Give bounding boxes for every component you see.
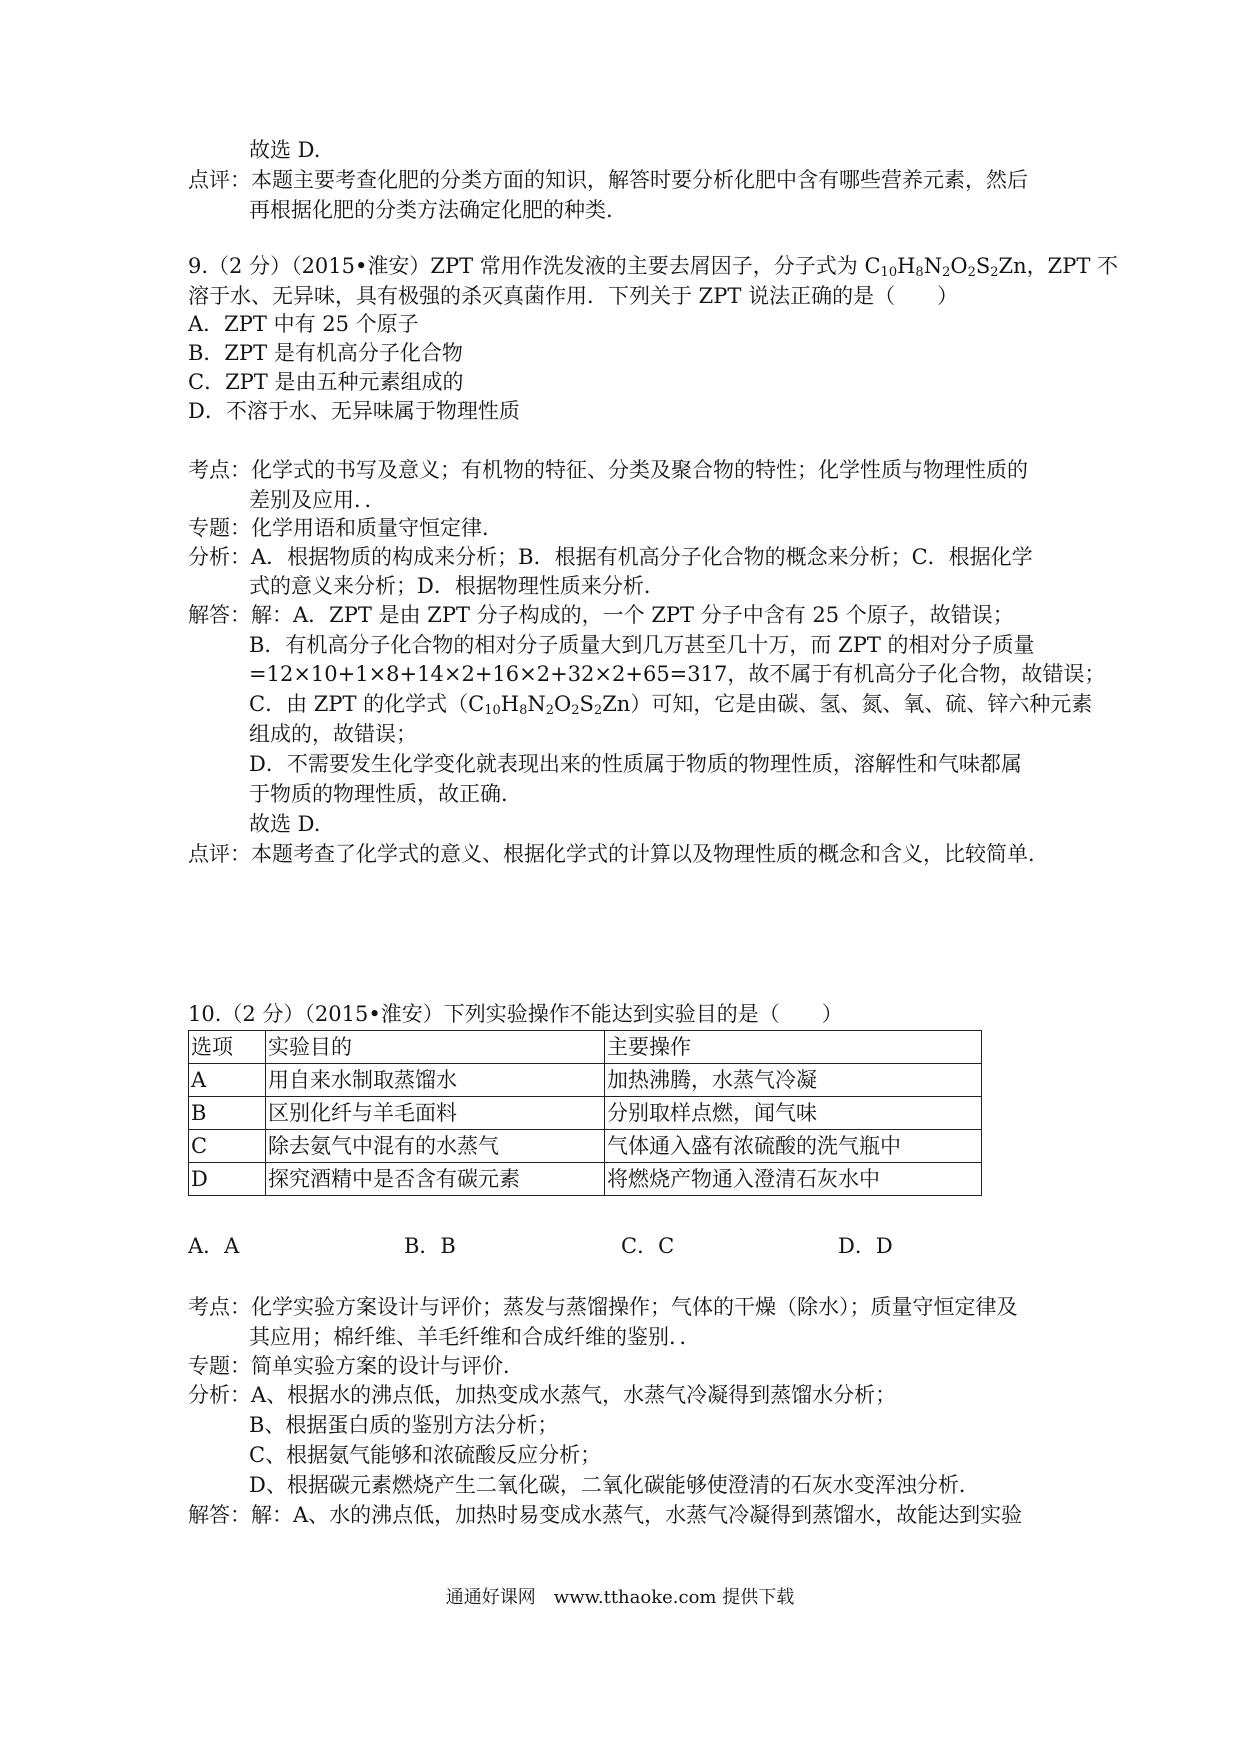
q9-dianping — [188, 840, 1049, 868]
q9-dianping-text: 本题考查了化学式的意义、根据化学式的计算以及物理性质的概念和含义，比较简单． — [251, 842, 1049, 866]
table-cell: 区别化纤与羊毛面料 — [266, 1097, 605, 1130]
q9-jieda-4a: C．由 ZPT 的化学式（C — [249, 692, 485, 716]
formula-sub-2a: 2 — [942, 265, 951, 280]
experiment-table — [188, 1030, 982, 1196]
formula-s: S — [975, 254, 991, 278]
formula-n: N — [923, 254, 943, 278]
q9-jieda-4b: Zn）可知，它是由碳、氢、氮、氧、硫、锌六种元素 — [602, 692, 1093, 716]
table-cell: 探究酒精中是否含有碳元素 — [266, 1163, 605, 1196]
q10-zhuanti-label: 专题： — [188, 1354, 251, 1378]
q9-zhuanti-text: 化学用语和质量守恒定律． — [251, 516, 503, 540]
q9-stem-1a: 9.（2 分）（2015•淮安）ZPT 常用作洗发液的主要去屑因子，分子式为 C — [188, 254, 881, 278]
q9-jieda-text-2: B．有机高分子化合物的相对分子质量大到几万甚至几十万，而 ZPT 的相对分子质量 — [249, 633, 1035, 657]
q8-comment-text-1: 本题主要考查化肥的分类方面的知识，解答时要分析化肥中含有哪些营养元素，然后 — [251, 168, 1028, 192]
table-header-cell: 主要操作 — [605, 1031, 982, 1064]
q9-kaodian-label: 考点： — [188, 458, 251, 482]
q9-fenxi-label: 分析： — [188, 545, 251, 569]
q9-fenxi-text-2: 式的意义来分析；D．根据物理性质来分析． — [249, 574, 665, 598]
q8-comment — [188, 166, 1028, 194]
q10-zhuanti — [188, 1352, 524, 1380]
q9-kaodian — [188, 456, 1028, 484]
q9-jieda-text-7: 于物质的物理性质，故正确． — [249, 782, 522, 806]
table-header-cell: 实验目的 — [266, 1031, 605, 1064]
table-row — [189, 1130, 982, 1163]
q10-zhuanti-text: 简单实验方案的设计与评价． — [251, 1354, 524, 1378]
q10-fenxi-text-1: A、根据水的沸点低，加热变成水蒸气，水蒸气冷凝得到蒸馏水分析； — [251, 1383, 897, 1407]
q9-jieda-text-1: 解：A．ZPT 是由 ZPT 分子构成的，一个 ZPT 分子中含有 25 个原子，故错误； — [251, 603, 1014, 627]
formula-sub-2b: 2 — [571, 703, 580, 718]
q9-fenxi-text-1: A．根据物质的构成来分析；B．根据有机高分子化合物的概念来分析；C．根据化学 — [251, 545, 1033, 569]
formula-h: H — [897, 254, 916, 278]
formula-sub-2c: 2 — [990, 265, 999, 280]
formula-sub-8: 8 — [915, 265, 924, 280]
q9-dianping-label: 点评： — [188, 842, 251, 866]
q9-jieda-label: 解答： — [188, 603, 251, 627]
q9-jieda-text-5: 组成的，故错误； — [249, 722, 417, 746]
q10-fenxi-text-3: C、根据氨气能够和浓硫酸反应分析； — [249, 1443, 602, 1467]
table-header-cell: 选项 — [189, 1031, 266, 1064]
q10-option-b: B．B — [404, 1234, 456, 1258]
formula-sub-10: 10 — [484, 703, 501, 718]
q10-fenxi-text-2: B、根据蛋白质的鉴别方法分析； — [249, 1413, 559, 1437]
formula-n: N — [527, 692, 546, 716]
formula-sub-2c: 2 — [593, 703, 603, 718]
q9-jieda-text-8: 故选 D. — [249, 812, 321, 836]
q8-select: 故选 D. — [249, 138, 321, 162]
q9-stem-line-2: 溶于水、无异味，具有极强的杀灭真菌作用．下列关于 ZPT 说法正确的是（ ） — [188, 284, 959, 308]
q9-kaodian-text-2: 差别及应用．． — [249, 488, 386, 512]
table-cell: C — [189, 1130, 266, 1163]
q10-jieda-text-1: 解：A、水的沸点低，加热时易变成水蒸气，水蒸气冷凝得到蒸馏水，故能达到实验 — [251, 1503, 1023, 1527]
q9-kaodian-text-1: 化学式的书写及意义；有机物的特征、分类及聚合物的特性；化学性质与物理性质的 — [251, 458, 1028, 482]
table-cell: B — [189, 1097, 266, 1130]
formula-o: O — [950, 254, 968, 278]
q9-option-c: C．ZPT 是由五种元素组成的 — [188, 370, 464, 394]
q10-option-d: D．D — [838, 1234, 893, 1258]
formula-sub-10: 10 — [880, 265, 898, 280]
q10-kaodian — [188, 1293, 1018, 1321]
table-cell: 加热沸腾，水蒸气冷凝 — [605, 1064, 982, 1097]
formula-sub-8: 8 — [519, 703, 528, 718]
q10-kaodian-text-1: 化学实验方案设计与评价；蒸发与蒸馏操作；气体的干燥（除水）；质量守恒定律及 — [251, 1295, 1018, 1319]
q10-fenxi-text-4: D、根据碳元素燃烧产生二氧化碳，二氧化碳能够使澄清的石灰水变浑浊分析． — [249, 1473, 980, 1497]
table-row — [189, 1097, 982, 1130]
q9-zhuanti — [188, 514, 503, 542]
formula-h: H — [500, 692, 520, 716]
table-cell: A — [189, 1064, 266, 1097]
q9-stem-1b: Zn，ZPT 不 — [998, 254, 1119, 278]
table-row — [189, 1064, 982, 1097]
table-cell: 用自来水制取蒸馏水 — [266, 1064, 605, 1097]
q8-comment-text-2: 再根据化肥的分类方法确定化肥的种类. — [249, 198, 613, 222]
q10-kaodian-text-2: 其应用；棉纤维、羊毛纤维和合成纤维的鉴别．． — [249, 1325, 701, 1349]
page-footer: 通通好课网 www.tthaoke.com 提供下载 — [445, 1587, 795, 1608]
q10-option-a: A．A — [188, 1234, 240, 1258]
formula-sub-2b: 2 — [967, 265, 976, 280]
q9-jieda-text-3: =12×10+1×8+14×2+16×2+32×2+65=317，故不属于有机高分子化合物，故错误； — [249, 662, 1106, 686]
q10-stem: 10.（2 分）（2015•淮安）下列实验操作不能达到实验目的是（ ） — [188, 1002, 843, 1026]
table-cell: 除去氨气中混有的水蒸气 — [266, 1130, 605, 1163]
q9-zhuanti-label: 专题： — [188, 516, 251, 540]
table-cell: 将燃烧产物通入澄清石灰水中 — [605, 1163, 982, 1196]
formula-o: O — [554, 692, 572, 716]
q9-option-b: B．ZPT 是有机高分子化合物 — [188, 341, 463, 365]
table-cell: D — [189, 1163, 266, 1196]
table-header-row — [189, 1031, 982, 1064]
formula-s: S — [579, 692, 594, 716]
q9-option-a: A．ZPT 中有 25 个原子 — [188, 312, 419, 336]
table-cell: 气体通入盛有浓硫酸的洗气瓶中 — [605, 1130, 982, 1163]
formula-sub-2a: 2 — [545, 703, 555, 718]
table-row — [189, 1163, 982, 1196]
q9-fenxi — [188, 543, 1033, 571]
table-cell: 分别取样点燃，闻气味 — [605, 1097, 982, 1130]
q10-fenxi — [188, 1381, 896, 1409]
q10-option-c: C．C — [621, 1234, 675, 1258]
q10-jieda — [188, 1501, 1022, 1529]
q9-jieda — [188, 601, 1014, 629]
q9-option-d: D．不溶于水、无异味属于物理性质 — [188, 399, 520, 423]
q8-comment-label: 点评： — [188, 168, 251, 192]
q9-jieda-text-6: D．不需要发生化学变化就表现出来的性质属于物质的物理性质，溶解性和气味都属 — [249, 752, 1022, 776]
q10-jieda-label: 解答： — [188, 1503, 251, 1527]
q10-fenxi-label: 分析： — [188, 1383, 251, 1407]
q10-kaodian-label: 考点： — [188, 1295, 251, 1319]
